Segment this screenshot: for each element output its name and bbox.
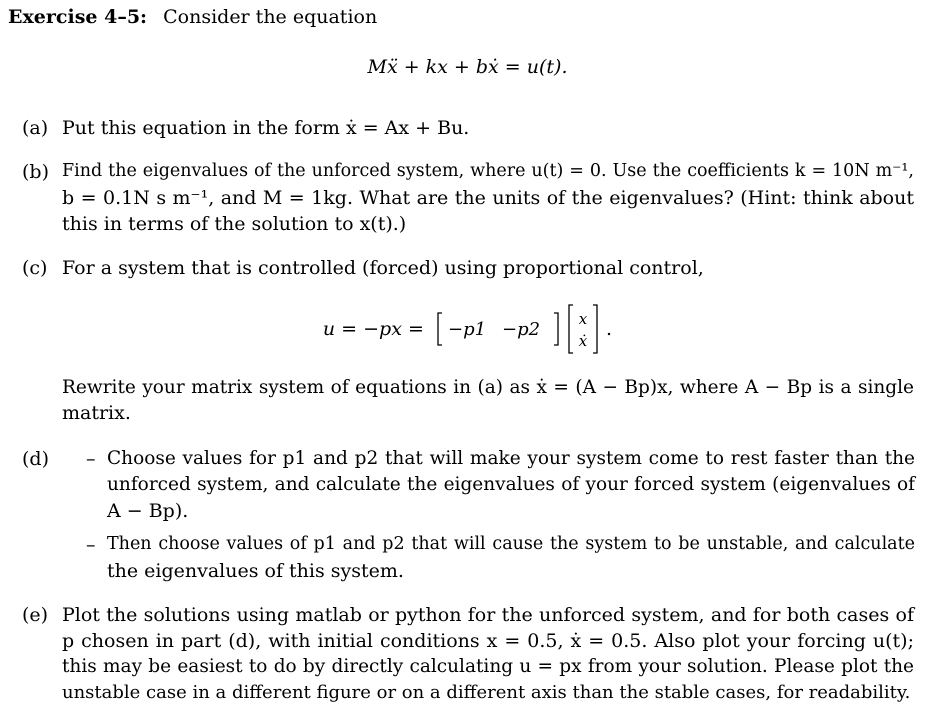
part-c-line1: For a system that is controlled (forced) using proportional control, (62, 257, 704, 279)
exercise-header (8, 6, 377, 28)
part-d-bullet1-line3: A − Bp). (107, 500, 189, 522)
part-d-bullet1-line2: unforced system, and calculate the eigenvalues of your forced system (eigenvalues of (107, 474, 915, 495)
exercise-intro: Consider the equation (163, 6, 378, 28)
exercise-title: Exercise 4–5: (8, 6, 148, 28)
column-vector-matrix (566, 302, 600, 356)
main-equation-text: Mẍ + kx + bẋ = u(t). (367, 56, 568, 78)
part-b-line2: b = 0.1N s m⁻¹, and M = 1kg. What are the units of the eigenvalues? (Hint: think about (62, 187, 914, 209)
control-equation-lhs: u = −px = (322, 318, 424, 340)
part-e-line1: Plot the solutions using matlab or python for the unforced system, and for both cases of (62, 604, 914, 626)
part-d-bullet2-line1: Then choose values of p1 and p2 that will cause the system to be unstable, and calculate (107, 534, 915, 554)
part-e-line4: unstable case in a different figure or on a different axis than the stable cases, for readability. (62, 682, 911, 703)
row-vector-matrix (436, 307, 560, 351)
column-vector-x: x (578, 310, 588, 328)
main-equation (0, 56, 935, 78)
part-b-line3: this in terms of the solution to x(t).) (62, 213, 407, 235)
part-a-text: Put this equation in the form ẋ = Ax + Bu. (62, 117, 470, 139)
part-c-line3: matrix. (62, 402, 131, 424)
bullet-dash-1: – (86, 448, 96, 470)
part-c-line2: Rewrite your matrix system of equations in (a) as ẋ = (A − Bp)x, where A − Bp is a single (62, 377, 914, 398)
column-vector-xdot: ẋ (578, 332, 588, 350)
row-vector-p1: −p1 (447, 319, 487, 340)
equation-period: . (606, 318, 613, 340)
part-d-label: (d) (22, 448, 49, 470)
part-b-label: (b) (22, 161, 49, 183)
part-b-line1: Find the eigenvalues of the unforced system, where u(t) = 0. Use the coefficients k = 10N m⁻¹, (62, 161, 914, 181)
part-d-bullet2-line2: the eigenvalues of this system. (107, 560, 404, 582)
bullet-dash-2: – (86, 534, 96, 556)
part-e-line3: this may be easiest to do by directly calculating u = px from your solution. Please plot the (62, 656, 914, 677)
row-vector-p2: −p2 (501, 319, 541, 340)
part-e-label: (e) (22, 604, 49, 626)
part-c-label: (c) (22, 257, 48, 279)
part-e-line2: p chosen in part (d), with initial conditions x = 0.5, ẋ = 0.5. Also plot your forcing u(t); (62, 630, 914, 652)
part-a-label: (a) (22, 117, 49, 139)
part-d-bullet1-line1: Choose values for p1 and p2 that will make your system come to rest faster than the (107, 448, 915, 469)
control-equation (0, 302, 935, 352)
